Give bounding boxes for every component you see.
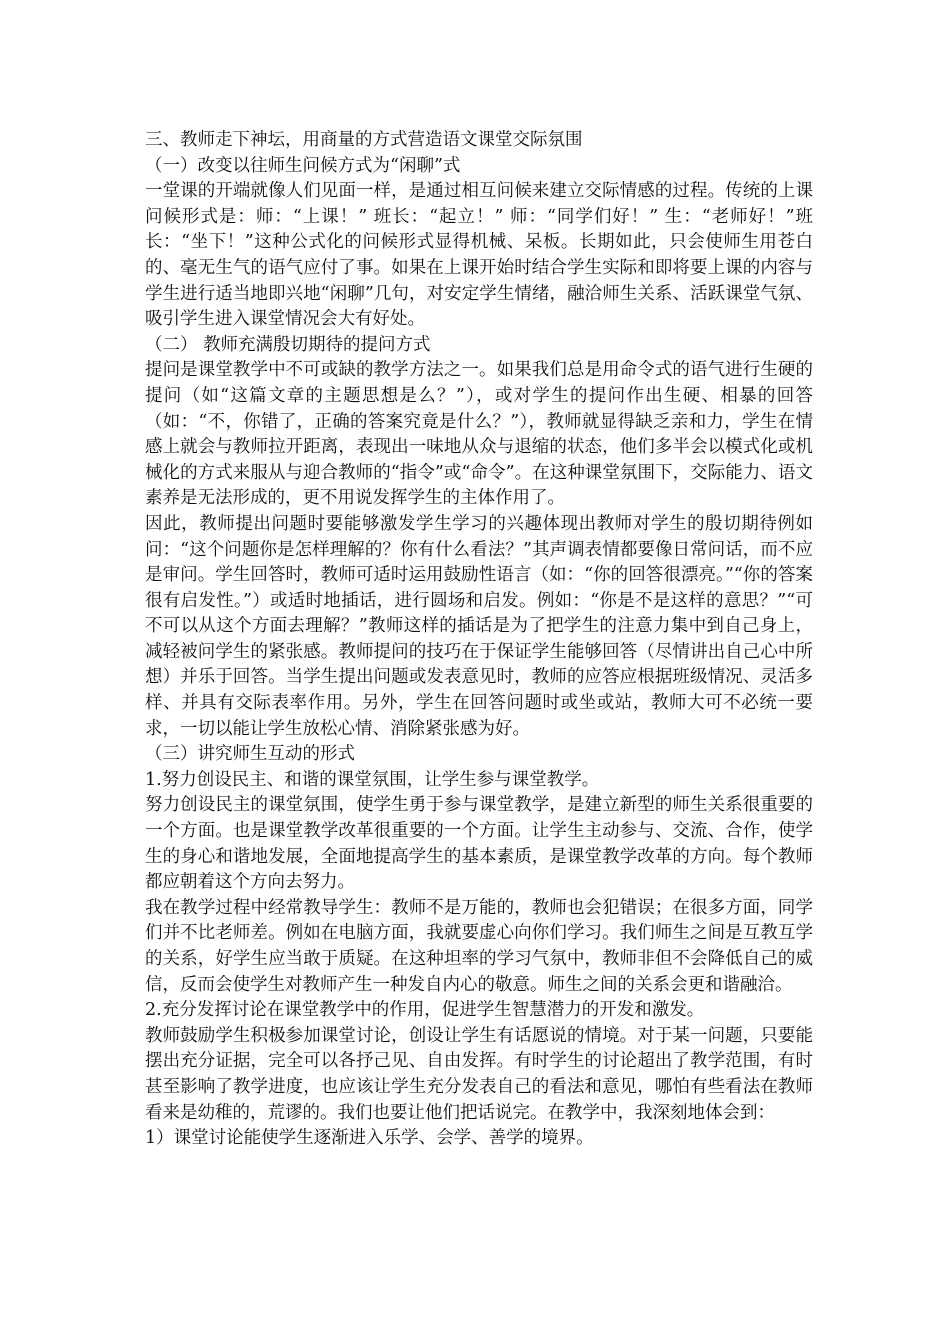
paragraph: 努力创设民主的课堂氛围，使学生勇于参与课堂教学，是建立新型的师生关系很重要的一个方面。也是课堂教学改革很重要的一个方面。让学生主动参与、交流、合作，使学生的身心和谐地发展，全面地提高学生的基本素质，是课堂教学改革的方向。每个教师都应朝着这个方向去努力。 xyxy=(145,795,813,893)
paragraph: 一堂课的开端就像人们见面一样，是通过相互问候来建立交际情感的过程。传统的上课问候形式是：师：“上课！” 班长：“起立！” 师：“同学们好！” 生：“老师好！”班长：“坐下！”这种公式化的问候形式显得机械、呆板。长期如此，只会使师生用苍白的、毫无生气的语气应付了事。如果在上课开始时结合学生实际和即将要上课的内容与学生进行适当地即兴地“闲聊”几句，对安定学生情绪，融洽师生关系、活跃课堂气氛、吸引学生进入课堂情况会大有好处。 xyxy=(145,181,813,330)
document-body xyxy=(145,128,813,1152)
section-title: 三、教师走下神坛，用商量的方式营造语文课堂交际氛围 xyxy=(145,130,583,150)
point-title-1: 1.努力创设民主、和谐的课堂氛围，让学生参与课堂教学。 xyxy=(145,769,600,790)
subsection-title-1: （一）改变以往师生问候方式为“闲聊”式 xyxy=(145,155,461,176)
paragraph: 提问是课堂教学中不可或缺的教学方法之一。如果我们总是用命令式的语气进行生硬的提问（如“这篇文章的主题思想是么？”），或对学生的提问作出生硬、相暴的回答（如：“不，你错了，正确的答案究竟是什么？”），教师就显得缺乏亲和力，学生在情感上就会与教师拉开距离，表现出一味地从众与退缩的状态，他们多半会以模式化或机械化的方式来服从与迎合教师的“指令”或“命令”。在这种课堂氛围下，交际能力、语文素养是无法形成的，更不用说发挥学生的主体作用了。 xyxy=(145,360,813,509)
subsection-title-3: （三）讲究师生互动的形式 xyxy=(145,744,355,765)
paragraph: 我在教学过程中经常教导学生：教师不是万能的，教师也会犯错误；在很多方面，同学们并不比老师差。例如在电脑方面，我就要虚心向你们学习。我们师生之间是互教互学的关系，好学生应当敢于质疑。在这种坦率的学习气氛中，教师非但不会降低自己的威信，反而会使学生对教师产生一种发自内心的敬意。师生之间的关系会更和谐融洽。 xyxy=(145,897,813,995)
paragraph: 教师鼓励学生积极参加课堂讨论，创设让学生有话愿说的情境。对于某一问题，只要能摆出充分证据，完全可以各抒己见、自由发挥。有时学生的讨论超出了教学范围，有时甚至影响了教学进度，也应该让学生充分发表自己的看法和意见，哪怕有些看法在教师看来是幼稚的，荒谬的。我们也要让他们把话说完。在教学中，我深刻地体会到： xyxy=(145,1025,813,1123)
point-title-2: 2.充分发挥讨论在课堂教学中的作用，促进学生智慧潜力的开发和激发。 xyxy=(145,1000,705,1021)
paragraph: 因此，教师提出问题时要能够激发学生学习的兴趣体现出教师对学生的殷切期待例如问：“这个问题你是怎样理解的？你有什么看法？”其声调表情都要像日常问话，而不应是审问。学生回答时，教师可适时运用鼓励性语言（如：“你的回答很漂亮。”“你的答案很有启发性。”）或适时地插话，进行圆场和启发。例如：“你是不是这样的意思？”“可不可以从这个方面去理解？”教师这样的插话是为了把学生的注意力集中到自己身上，减轻被问学生的紧张感。教师提问的技巧在于保证学生能够回答（尽情讲出自己心中所想）并乐于回答。当学生提出问题或发表意见时，教师的应答应根据班级情况、灵活多样、并具有交际表率作用。另外，学生在回答问题时或坐或站，教师大可不必统一要求，一切以能让学生放松心情、消除紧张感为好。 xyxy=(145,513,813,739)
subsection-title-2: （二） 教师充满殷切期待的提问方式 xyxy=(145,334,431,355)
list-item: 1）课堂讨论能使学生逐渐进入乐学、会学、善学的境界。 xyxy=(145,1128,594,1149)
